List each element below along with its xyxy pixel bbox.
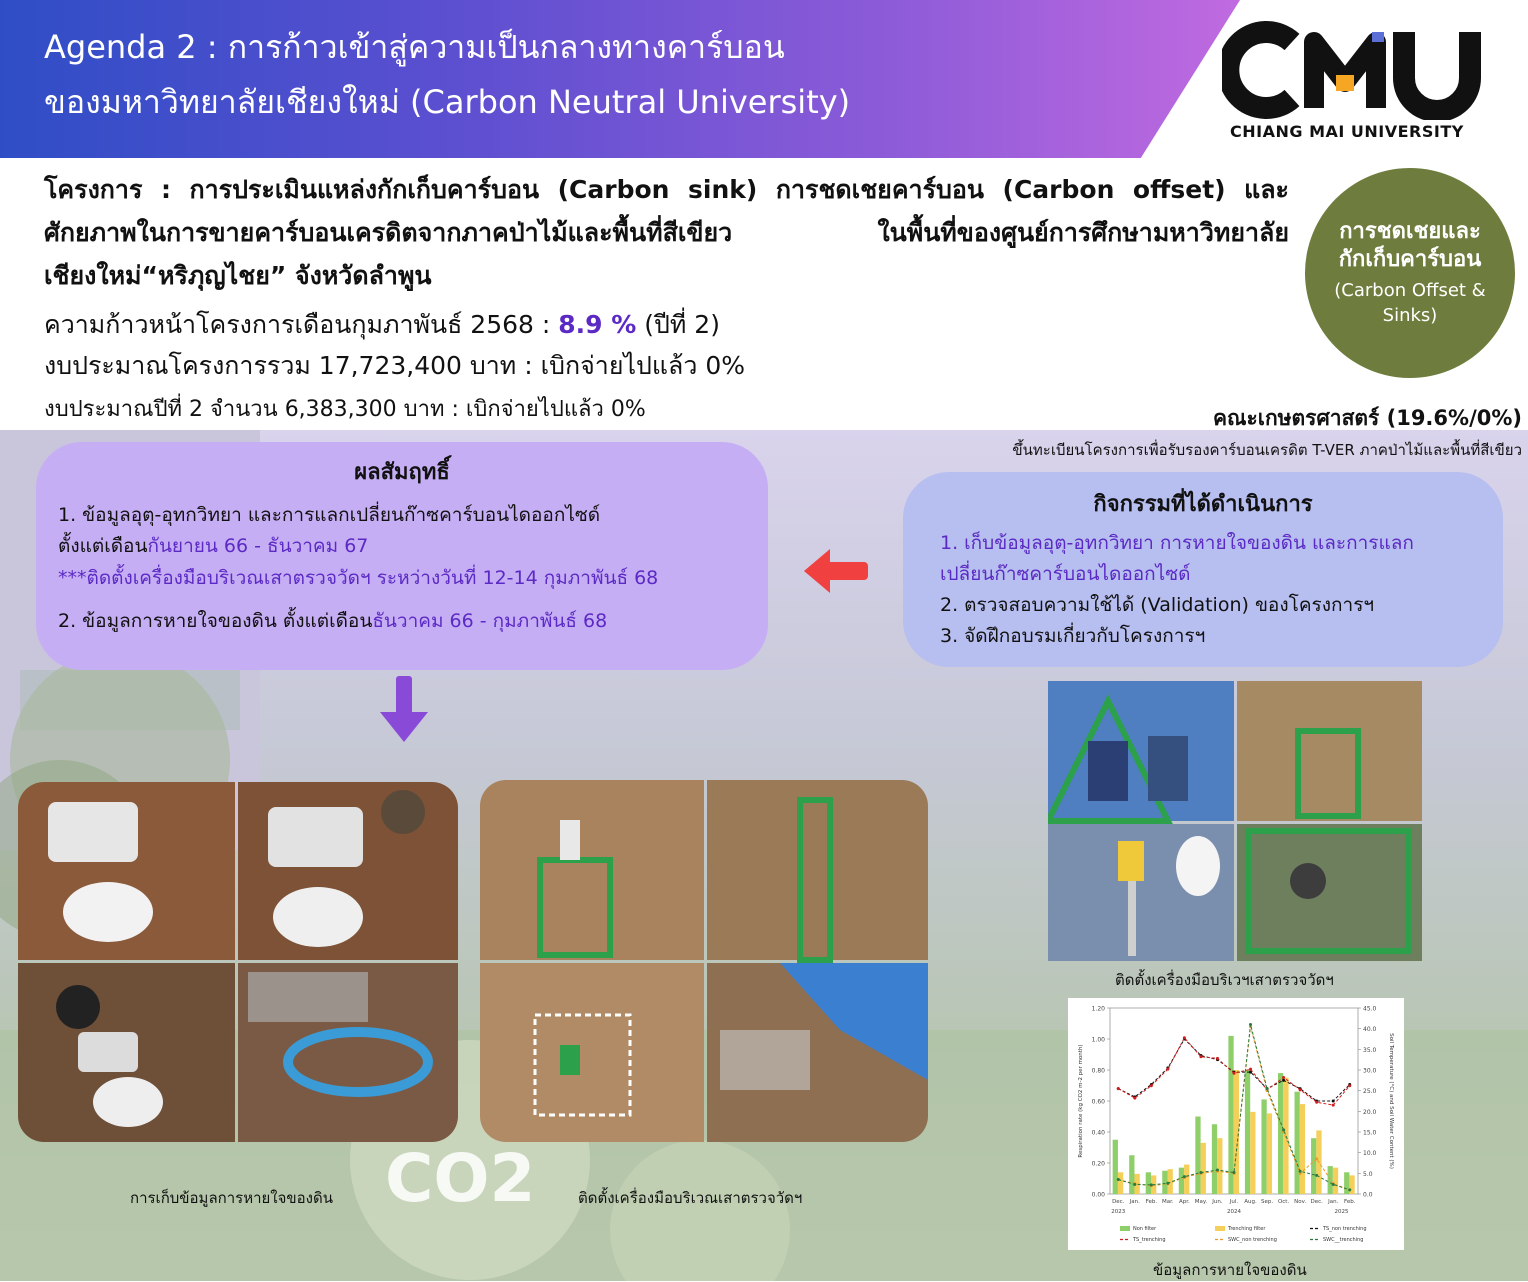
header-banner bbox=[0, 0, 1528, 158]
legend-label: Trenching filter bbox=[1228, 1226, 1266, 1232]
y-axis-label: Respiration rate (kg CO2 m-2 per month) bbox=[1078, 1044, 1084, 1158]
bar-non-filter bbox=[1195, 1117, 1200, 1195]
progress-value: 8.9 % bbox=[558, 310, 637, 339]
results-item2 bbox=[58, 606, 607, 636]
bar-trenching-filter bbox=[1234, 1070, 1239, 1194]
x-tick-label: Apr. bbox=[1179, 1199, 1190, 1205]
cmu-logo-mark bbox=[1222, 20, 1492, 120]
legend-label: SWC_non trenching bbox=[1228, 1237, 1277, 1243]
progress-year: (ปีที่ 2) bbox=[644, 310, 720, 339]
bar-non-filter bbox=[1228, 1036, 1233, 1194]
x-tick-label: Sep. bbox=[1261, 1199, 1274, 1205]
point-ts-trenching bbox=[1315, 1101, 1318, 1104]
legend-label: Non filter bbox=[1133, 1226, 1157, 1232]
point-swc-trenching bbox=[1216, 1169, 1219, 1172]
legend-label: TS_non trenching bbox=[1323, 1226, 1367, 1232]
point-ts-trenching bbox=[1348, 1084, 1351, 1087]
point-ts-trenching bbox=[1133, 1097, 1136, 1100]
point-swc-trenching bbox=[1282, 1128, 1285, 1131]
chart-svg bbox=[1068, 998, 1404, 1250]
y-tick-label: 0.00 bbox=[1091, 1191, 1105, 1199]
legend-label: SWC__trenching bbox=[1323, 1237, 1364, 1243]
bar-trenching-filter bbox=[1333, 1168, 1338, 1194]
bar-trenching-filter bbox=[1250, 1112, 1255, 1194]
point-ts-trenching bbox=[1299, 1088, 1302, 1091]
badge-title: การชดเชยและกักเก็บคาร์บอน bbox=[1338, 219, 1482, 272]
x-tick-label: Aug. bbox=[1244, 1199, 1257, 1205]
point-ts-trenching bbox=[1117, 1087, 1120, 1090]
results-item1-range: กันยายน 66 - ธันวาคม 67 bbox=[147, 535, 369, 557]
faculty-label: คณะเกษตรศาสตร์ (19.6%/0%) bbox=[1212, 406, 1522, 430]
point-swc-trenching bbox=[1233, 1171, 1236, 1174]
bar-trenching-filter bbox=[1118, 1172, 1123, 1194]
point-ts-trenching bbox=[1282, 1076, 1285, 1079]
activities-title: กิจกรรมที่ได้ดำเนินการ bbox=[1093, 492, 1313, 517]
point-swc-trenching bbox=[1266, 1087, 1269, 1090]
point-swc-trenching bbox=[1332, 1183, 1335, 1186]
x-tick-label: Feb. bbox=[1343, 1199, 1356, 1205]
badge-subtitle: (Carbon Offset & Sinks) bbox=[1334, 280, 1486, 326]
x-tick-label: Jul. bbox=[1229, 1199, 1239, 1205]
soil-photos bbox=[18, 782, 458, 1142]
activities-item1-line1: 1. เก็บข้อมูลอุตุ-อุทกวิทยา การหายใจของดิน และการแลก bbox=[940, 532, 1414, 554]
y-tick-label: 0.60 bbox=[1091, 1098, 1105, 1106]
x-tick-label: Mar. bbox=[1162, 1199, 1174, 1205]
point-swc-trenching bbox=[1133, 1183, 1136, 1186]
activities-item2: 2. ตรวจสอบความใช้ได้ (Validation) ของโครงการฯ bbox=[940, 594, 1375, 616]
tower-install-images bbox=[1048, 681, 1422, 961]
y2-axis-label: Soil Temperature (°C) and Soil Water Content (%) bbox=[1388, 1033, 1394, 1169]
chart-caption: ข้อมูลการหายใจของดิน bbox=[1153, 1261, 1307, 1279]
bar-trenching-filter bbox=[1168, 1169, 1173, 1194]
y-tick-label: 1.20 bbox=[1091, 1005, 1105, 1013]
bar-non-filter bbox=[1311, 1138, 1316, 1194]
legend-swatch bbox=[1120, 1226, 1130, 1231]
budget-total: งบประมาณโครงการรวม 17,723,400 บาท : เบิกจ่ายไปแล้ว 0% bbox=[44, 351, 745, 380]
point-swc-trenching bbox=[1199, 1171, 1202, 1174]
activities-box bbox=[903, 472, 1503, 667]
co2-watermark: CO2 bbox=[385, 1140, 536, 1217]
point-ts-trenching bbox=[1150, 1084, 1153, 1087]
year-label: 2023 bbox=[1111, 1209, 1126, 1215]
tower-caption: ติดตั้งเครื่องมือบริเวณเสาตรวจวัดฯ bbox=[578, 1189, 803, 1207]
x-tick-label: Jun. bbox=[1212, 1199, 1223, 1205]
y2-tick-label: 25.0 bbox=[1363, 1088, 1377, 1096]
bar-trenching-filter bbox=[1184, 1165, 1189, 1194]
results-item2-range: ธันวาคม 66 - กุมภาพันธ์ 68 bbox=[372, 610, 608, 632]
y2-tick-label: 30.0 bbox=[1363, 1067, 1377, 1075]
x-tick-label: Jan. bbox=[1129, 1199, 1140, 1205]
point-ts-trenching bbox=[1166, 1068, 1169, 1071]
y-tick-label: 0.40 bbox=[1091, 1129, 1105, 1137]
point-swc-trenching bbox=[1315, 1174, 1318, 1177]
progress-label: ความก้าวหน้าโครงการเดือนกุมภาพันธ์ 2568 : bbox=[44, 310, 551, 339]
activities-item1-line2: เปลี่ยนก๊าซคาร์บอนไดออกไซด์ bbox=[940, 563, 1191, 585]
y2-tick-label: 20.0 bbox=[1363, 1108, 1377, 1116]
tower-right-caption: ติดตั้งเครื่องมือบริเวฯเสาตรวจวัดฯ bbox=[1115, 971, 1334, 989]
results-box bbox=[36, 442, 768, 670]
bar-trenching-filter bbox=[1201, 1143, 1206, 1194]
point-swc-trenching bbox=[1166, 1182, 1169, 1185]
banner-title-line1: Agenda 2 : การก้าวเข้าสู่ความเป็นกลางทางคาร์บอน bbox=[44, 28, 785, 66]
results-item2-prefix: 2. ข้อมูลการหายใจของดิน ตั้งแต่เดือน bbox=[58, 610, 373, 632]
point-ts-trenching bbox=[1249, 1068, 1252, 1071]
point-swc-non-trenching bbox=[1315, 1157, 1318, 1160]
results-title: ผลสัมฤทธิ์ bbox=[354, 460, 450, 485]
bar-non-filter bbox=[1328, 1166, 1333, 1194]
logo-subtitle: CHIANG MAI UNIVERSITY bbox=[1230, 122, 1464, 141]
project-title: โครงการ : การประเมินแหล่งกักเก็บคาร์บอน (Carbon sink) การชดเชยคาร์บอน (Carbon offset) และศักยภาพในการขายคาร์บอนเครดิตจากภาคป่าไม้และพื้นที่สีเขียว ในพื้นที่ของศูนย์การศึกษามหาวิทยาลัยเชียงใหม่“หริภุญไชย” จังหวัดลำพูน bbox=[44, 175, 1289, 290]
tver-registration-note: ขึ้นทะเบียนโครงการเพื่อรับรองคาร์บอนเครดิต T-VER ภาคป่าไม้และพื้นที่สีเขียว bbox=[1012, 441, 1522, 459]
y2-tick-label: 40.0 bbox=[1363, 1026, 1377, 1034]
bar-non-filter bbox=[1261, 1099, 1266, 1194]
point-swc-trenching bbox=[1348, 1188, 1351, 1191]
x-tick-label: Oct. bbox=[1277, 1199, 1290, 1205]
legend-swatch bbox=[1215, 1226, 1225, 1231]
carbon-offset-badge bbox=[1305, 168, 1515, 378]
left-arrow-icon bbox=[800, 545, 872, 597]
point-ts-trenching bbox=[1216, 1057, 1219, 1060]
y2-tick-label: 5.0 bbox=[1363, 1170, 1373, 1178]
y2-tick-label: 10.0 bbox=[1363, 1150, 1377, 1158]
y2-tick-label: 15.0 bbox=[1363, 1129, 1377, 1137]
down-arrow-icon bbox=[378, 676, 430, 746]
y2-tick-label: 35.0 bbox=[1363, 1046, 1377, 1054]
y2-tick-label: 0.0 bbox=[1363, 1191, 1373, 1199]
banner-title-line2: ของมหาวิทยาลัยเชียงใหม่ (Carbon Neutral University) bbox=[44, 83, 851, 121]
x-tick-label: Feb. bbox=[1145, 1199, 1158, 1205]
banner-background bbox=[0, 0, 1240, 158]
point-ts-trenching bbox=[1233, 1072, 1236, 1075]
year-label: 2025 bbox=[1334, 1209, 1349, 1215]
bar-non-filter bbox=[1295, 1092, 1300, 1194]
bar-trenching-filter bbox=[1217, 1138, 1222, 1194]
bar-non-filter bbox=[1179, 1168, 1184, 1194]
legend-label: TS_trenching bbox=[1133, 1237, 1166, 1243]
x-tick-label: May. bbox=[1194, 1199, 1208, 1205]
y2-tick-label: 45.0 bbox=[1363, 1005, 1377, 1013]
bar-non-filter bbox=[1278, 1073, 1283, 1194]
results-item1-prefix: ตั้งแต่เดือน bbox=[58, 535, 148, 557]
point-swc-trenching bbox=[1299, 1170, 1302, 1173]
bar-non-filter bbox=[1212, 1124, 1217, 1194]
tower-photos bbox=[480, 780, 928, 1142]
bar-non-filter bbox=[1146, 1172, 1151, 1194]
x-tick-label: Dec. bbox=[1310, 1199, 1323, 1205]
point-swc-trenching bbox=[1249, 1023, 1252, 1026]
year-label: 2024 bbox=[1227, 1209, 1241, 1215]
progress-line bbox=[44, 305, 720, 345]
x-tick-label: Nov. bbox=[1294, 1199, 1307, 1205]
point-swc-trenching bbox=[1117, 1178, 1120, 1181]
soil-respiration-chart bbox=[1068, 998, 1404, 1250]
bar-trenching-filter bbox=[1283, 1078, 1288, 1194]
tower-photo-group bbox=[480, 780, 928, 1142]
results-item1-line1: 1. ข้อมูลอุตุ-อุทกวิทยา และการแลกเปลี่ยนก๊าซคาร์บอนไดออกไซด์ bbox=[58, 504, 601, 526]
y-tick-label: 0.20 bbox=[1091, 1160, 1105, 1168]
activities-item3: 3. จัดฝึกอบรมเกี่ยวกับโครงการฯ bbox=[940, 625, 1206, 647]
budget-year2: งบประมาณปีที่ 2 จำนวน 6,383,300 บาท : เบิกจ่ายไปแล้ว 0% bbox=[44, 397, 646, 422]
bar-trenching-filter bbox=[1300, 1104, 1305, 1194]
x-tick-label: Jan. bbox=[1328, 1199, 1339, 1205]
point-swc-trenching bbox=[1150, 1183, 1153, 1186]
soil-photo-group bbox=[18, 782, 458, 1142]
point-swc-trenching bbox=[1183, 1175, 1186, 1178]
bar-non-filter bbox=[1113, 1140, 1118, 1194]
cmu-logo bbox=[1222, 20, 1492, 150]
point-ts-trenching bbox=[1332, 1104, 1335, 1107]
y-tick-label: 0.80 bbox=[1091, 1067, 1105, 1075]
point-ts-trenching bbox=[1183, 1036, 1186, 1039]
bar-trenching-filter bbox=[1267, 1113, 1272, 1194]
tower-install-photos bbox=[1048, 681, 1422, 961]
point-ts-non-trenching bbox=[1282, 1079, 1285, 1082]
soil-caption: การเก็บข้อมูลการหายใจของดิน bbox=[130, 1189, 333, 1207]
bar-non-filter bbox=[1129, 1155, 1134, 1194]
bar-non-filter bbox=[1245, 1070, 1250, 1194]
point-ts-non-trenching bbox=[1332, 1100, 1335, 1103]
results-item1-note: ***ติดตั้งเครื่องมือบริเวณเสาตรวจวัดฯ ระหว่างวันที่ 12-14 กุมภาพันธ์ 68 bbox=[58, 567, 659, 589]
x-tick-label: Dec. bbox=[1112, 1199, 1125, 1205]
point-ts-trenching bbox=[1199, 1055, 1202, 1058]
results-item1-line2 bbox=[58, 531, 368, 561]
y-tick-label: 1.00 bbox=[1091, 1036, 1105, 1044]
